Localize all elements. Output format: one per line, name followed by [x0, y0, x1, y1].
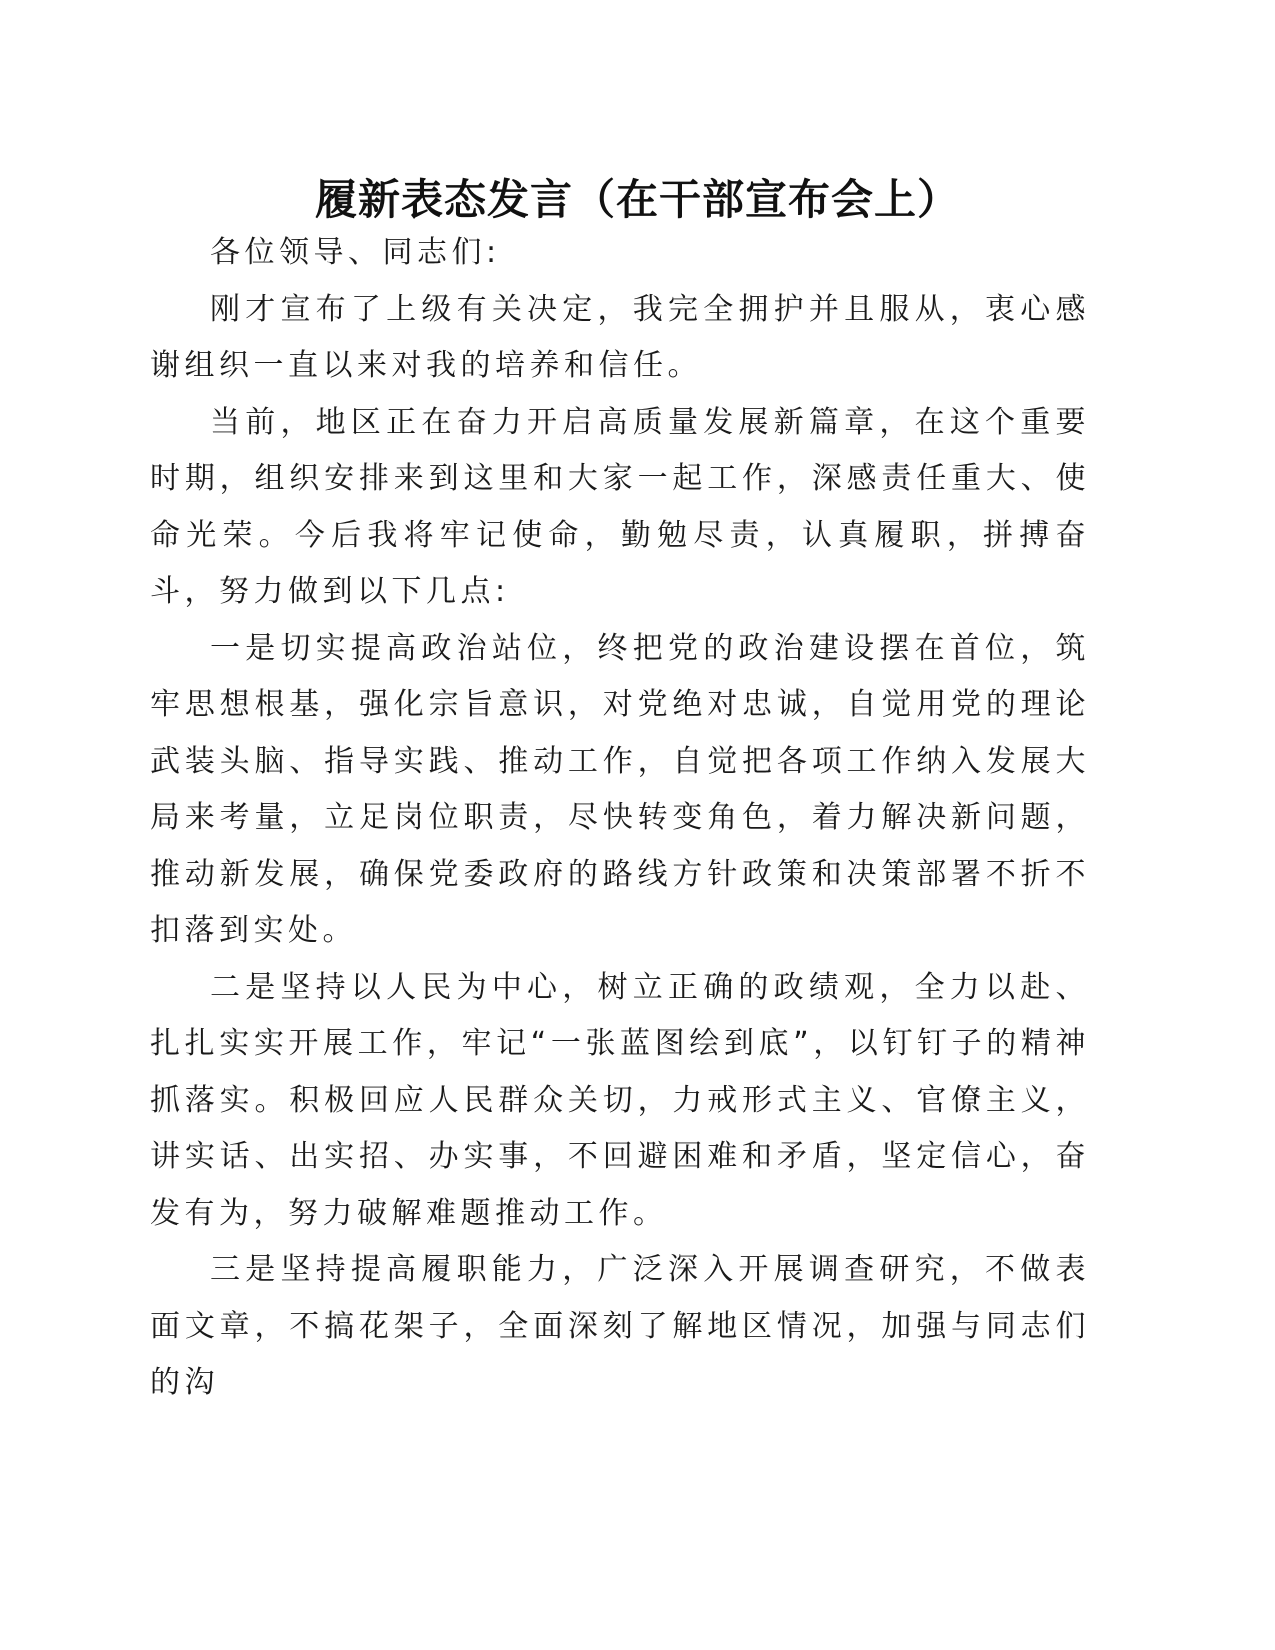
- paragraph-opening: 刚才宣布了上级有关决定，我完全拥护并且服从，衷心感谢组织一直以来对我的培养和信任。: [150, 291, 1090, 383]
- document-title: 履新表态发言（在干部宣布会上）: [314, 175, 960, 224]
- paragraph-salutation: 各位领导、同志们:: [210, 235, 501, 270]
- paragraph-point-two: 二是坚持以人民为中心，树立正确的政绩观，全力以赴、扎扎实实开展工作，牢记“一张蓝图绘到底”，以钉钉子的精神抓落实。积极回应人民群众关切，力戒形式主义、官僚主义，讲实话、出实招、办实事，不回避困难和矛盾，坚定信心，奋发有为，努力破解难题推动工作。: [150, 969, 1090, 1231]
- paragraph-point-three: 三是坚持提高履职能力，广泛深入开展调查研究，不做表面文章，不搞花架子，全面深刻了解地区情况，加强与同志们的沟: [150, 1252, 1090, 1400]
- paragraph-point-one: 一是切实提高政治站位，终把党的政治建设摆在首位，筑牢思想根基，强化宗旨意识，对党绝对忠诚，自觉用党的理论武装头脑、指导实践、推动工作，自觉把各项工作纳入发展大局来考量，立足岗位职责，尽快转变角色，着力解决新问题，推动新发展，确保党委政府的路线方针政策和决策部署不折不扣落到实处。: [150, 630, 1090, 948]
- paragraph-context: 当前，地区正在奋力开启高质量发展新篇章，在这个重要时期，组织安排来到这里和大家一起工作，深感责任重大、使命光荣。今后我将牢记使命，勤勉尽责，认真履职，拼搏奋斗，努力做到以下几点:: [150, 404, 1090, 609]
- document-body: [150, 225, 1090, 1412]
